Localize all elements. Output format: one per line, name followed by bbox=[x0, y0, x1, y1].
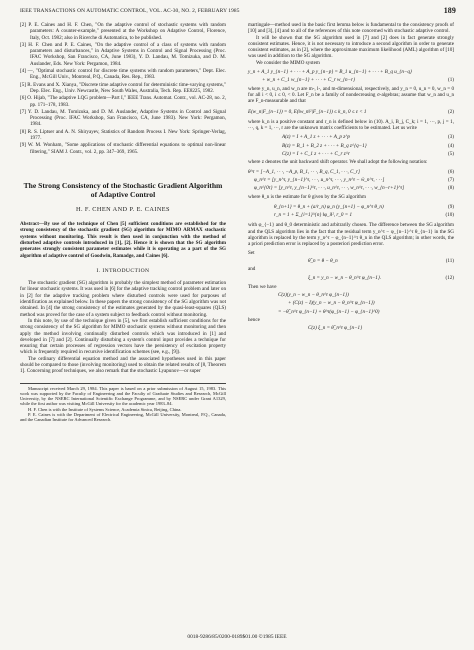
equation-11 bbox=[248, 258, 454, 264]
then-label: Then we have bbox=[248, 283, 277, 290]
equation-text: θ_{n+1} = θ_n + (a/r_n) φ_n (y_{n+1} − φ_n^τ θ_n) bbox=[274, 203, 384, 210]
body-paragraph: where z denotes the unit backward shift operator. We shall adopt the following notation: bbox=[248, 159, 428, 166]
body-paragraph: where y_n, u_n, and w_n are m-, l-, and m-dimensional, respectively, and y_n = 0, u_n = 0, w_n = 0 for all i < 0, i ≤ 0, < 0. Let F_n be a family of nondecreasing σ-algebras; assume that w_n and u_n are F_n-measurable and that bbox=[248, 85, 454, 105]
equation-6 bbox=[248, 169, 454, 175]
equation-number: (3) bbox=[448, 134, 454, 141]
equation-3 bbox=[248, 134, 454, 140]
body-paragraph: It will be shown that the SG algorithm used in [7] and [2] does in fact generate strongly consistent estimates. Hence, it is not necessary to introduce a second algorithm in order to generate consistent estimates, as in [2], where the approximate maximum likelihood (AML) algorithm of [10] was used in addition to the SG algorithm. bbox=[248, 34, 454, 60]
equation-number: (8) bbox=[448, 185, 454, 192]
equation-1 bbox=[248, 69, 454, 75]
equation-13-cont bbox=[248, 300, 454, 306]
equation-4 bbox=[248, 143, 454, 149]
equation-text: φ_n^τ = [y_n^τ, y_{n−1}^τ, · · ·, u_n^τ, · · ·, y_n^τ − ŵ_n^τ, · · ·] bbox=[254, 176, 385, 183]
equation-2 bbox=[248, 109, 454, 115]
equation-number: (4) bbox=[448, 142, 454, 149]
equation-text: A(z) = I + A_1 z + · · · + A_p z^p bbox=[282, 134, 350, 141]
body-paragraph: where k_n is a positive constant and r_n is defined below in (10). A_i, B_j, C_k; i = 1, ···, p, j = 1, ···, q, k = 1, ···, r are the unknown matrix coefficients to be estimated. Let us write bbox=[248, 118, 454, 132]
footnote-paragraph: Manuscript received March 29, 1984. This paper is based on a prior submission of August 15, 1983. This work was supported by the Faculty of Engineering and the Faculty of Graduate Studies and Research, McGill University, by the NSERC International Scientific Exchange Programme, and by NSERC under Grant A1329, while the first author was visiting McGill University for the academic year 1983–84. bbox=[20, 385, 226, 407]
equation-number: (12) bbox=[445, 274, 454, 281]
equation-text: ξ_n = y_n − w_n − θ_n^τ φ_{n−1}. bbox=[308, 274, 382, 281]
equation-10 bbox=[248, 212, 454, 218]
equation-number: (1) bbox=[448, 77, 454, 84]
reference-item: [2] P. E. Caines and H. F. Chen, "On the adaptive control of stochastic systems with random parameters: A counter-example," presented at the Workshop on Adaptive Control, Florence, Italy, Oct. 1982; also in Ricerche di Automatica, to be published. bbox=[20, 22, 226, 41]
equation-text: + w_n + C_1 w_{n−1} + · · · + C_r w_{n−r} bbox=[262, 77, 356, 84]
equation-text: E(w_n|F_{n−1}) = 0, E(‖w_n‖²|F_{n−1}) ≤ k_n, 0 ≤ ε < 1 bbox=[248, 108, 367, 115]
equation-text: = −θ̃_n^τ φ_{n−1} + θ^τ(φ_{n−1} − φ_{n−1}^0) bbox=[278, 308, 380, 315]
intro-paragraph: The stochastic gradient (SG) algorithm is probably the simplest method of parameter estimation for linear stochastic systems. It was used in [6] for the adaptive tracking control problem and later on in [2] for the adaptive tracking problem where disturbed controls were used for purposes of identification as explained below. In these papers the strong consistency of the SG algorithm was not obtained. In [4] the strong consistency of the estimates generated by the quasi-least-squares (QLS) method was proved for the case of a system subject to feedback control without monitoring. bbox=[20, 280, 226, 318]
reference-item: [8] R. S. Liptser and A. N. Shiryayev, Statistics of Random Process I. New York: Springer-Verlag, 1977. bbox=[20, 128, 226, 142]
paper-authors: H. F. CHEN AND P. E. CAINES bbox=[76, 205, 170, 213]
equation-9 bbox=[248, 204, 454, 210]
equation-text: θ^τ = [−A_1, · · ·, −A_p, B_1, · · ·, B_q, C_1, · · ·, C_r] bbox=[248, 168, 361, 175]
equation-13-cont2 bbox=[248, 309, 454, 315]
equation-text: y_n + A_1 y_{n−1} + · · · + A_p y_{n−p} = B_1 u_{n−1} + · · · + B_q u_{n−q} bbox=[248, 69, 412, 76]
equation-number: (6) bbox=[448, 168, 454, 175]
footnote bbox=[20, 383, 226, 423]
reference-item: [5] R. Evans and X. Xianya, "Discrete time adaptive control for deterministic time-varying systems," Dep. Elec. Eng., Univ. Newcastle, New South Wales, Australia, Tech. Rep. EE8225, 1982. bbox=[20, 81, 227, 94]
equation-text: + (C(z) − I)(y_n − w_n − θ_n^τ φ_{n−1}) bbox=[288, 300, 375, 307]
right-column bbox=[248, 22, 454, 334]
equation-12 bbox=[248, 275, 454, 281]
footer-code: 0018-9286/85/0200-0189$01.00 ©1985 IEEE bbox=[187, 634, 287, 640]
intro-paragraph: In this note, by use of the technique given in [5], we first establish sufficient conditions for the strong consistency of the SG algorithm for MIMO stochastic systems without monitoring and then apply the method involving continually disturbed controls which was introduced in [1] and developed in [7] and [2]. Continually disturbing a system's control input provides a technique for ensuring that certain processes of regression vectors have the persistency of excitation property which is frequently required in recursive identification schemes (see, e.g., [9]). bbox=[20, 317, 226, 356]
equation-text: C(z) = I + C_1 z + · · · + C_r z^r bbox=[282, 151, 350, 158]
equation-number: (5) bbox=[448, 151, 454, 158]
equation-number: (10) bbox=[445, 212, 454, 219]
reference-item: [7] Y. D. Landau, M. Tomizuka, and D. M. Auslander, Adaptive Systems in Control and Signal Processing (Proc. IFAC Workshop, San Francisco, CA, June 1983). New York: Pergamon, 1984. bbox=[20, 108, 226, 128]
equation-number: (11) bbox=[445, 257, 454, 264]
equation-number: (9) bbox=[448, 203, 454, 210]
reference-list bbox=[20, 22, 226, 155]
reference-item: [3] H. F. Chen and P. E. Caines, "On the adaptive control of a class of systems with random parameters and disturbances," in Adaptive Systems in Control and Signal Processing (Proc. IFAC Workshop, San Francisco, CA, June 1983), Y. D. Landau, M. Tomizuka, and D. M. Auslander, Eds. New York: Pergamon, 1984. bbox=[20, 41, 226, 67]
equation-text: C(z)(y_n − w_n − θ_n^τ φ_{n−1}) bbox=[278, 292, 349, 299]
paper-title: The Strong Consistency of the Stochastic Gradient Algorithm of Adaptive Control bbox=[23, 180, 223, 200]
and-label: and bbox=[248, 266, 256, 273]
reference-item: [6] O. Hijab, "The adaptive LQG problem—Part I," IEEE Trans. Automat. Contr., vol. AC-28, no. 2, pp. 171–178, 1983. bbox=[20, 95, 226, 108]
page-number: 189 bbox=[443, 6, 456, 15]
equation-5 bbox=[248, 151, 454, 157]
equation-1-cont bbox=[248, 77, 454, 83]
body-paragraph: martingale—method used in the basic first lemma below is fundamental to the consistency proofs of [10] and [3], [4] and to all of the references of this note concerned with stochastic adaptive control. bbox=[248, 22, 454, 35]
running-header bbox=[20, 6, 456, 18]
left-column bbox=[20, 22, 226, 423]
equation-13 bbox=[248, 292, 454, 298]
footnote-paragraph: H. F. Chen is with the Institute of Systems Science, Academia Sinica, Beijing, China. bbox=[28, 406, 182, 412]
equation-7 bbox=[248, 177, 454, 183]
reference-item: [4] —, "Optimal stochastic control for discrete time systems with random parameters," Dept. Elec. Eng., McGill Univ., Montreal, P.Q., Canada, Res. Rep., 1983. bbox=[20, 68, 226, 81]
equation-text: r_n = 1 + Σ_{i=1}^{n} ‖φ_i‖², r_0 = 1 bbox=[274, 212, 353, 219]
equation-text: θ̃_n = θ − θ_n bbox=[308, 257, 338, 264]
body-paragraph: where θ_n is the estimate for θ given by the SG algorithm bbox=[248, 193, 366, 200]
equation-number: (2) bbox=[448, 108, 454, 115]
abstract: Abstract—By use of the technique of Chen [5] sufficient conditions are established for the strong consistency of the stochastic gradient (SG) algorithm for MIMO ARMAX stochastic systems without monitoring. This result is then used in conjunction with the method of disturbed adaptive controls introduced in [1], [2]. Hence it is shown that the SG algorithm generates strongly consistent parameter estimates while it is operating as a part of the SG algorithm of adaptive control of Goodwin, Ramadge, and Caines [6]. bbox=[20, 221, 226, 259]
journal-header: IEEE TRANSACTIONS ON AUTOMATIC CONTROL, VOL. AC-30, NO. 2, FEBRUARY 1985 bbox=[20, 8, 240, 14]
intro-paragraph: The ordinary differential equation method and the associated hypotheses used in this paper should be compared to those (involving monitoring) used to obtain the related results of [8, Theorem 1]. Concerning proof techniques, we also remark that the stochastic Lyapunov—or super bbox=[20, 355, 226, 375]
equation-8 bbox=[248, 185, 454, 191]
reference-item: [9] W. M. Wonham, "Some applications of stochastic differential equations to optimal non-linear filtering," SIAM J. Contr., vol. 2, pp. 347–369, 1965. bbox=[20, 142, 226, 155]
equation-text: φ_n^{0τ} = [y_n^τ, y_{n−1}^τ, · · ·, u_n^τ, · · ·, w_n^τ, · · ·, w_{n−r+1}^τ] bbox=[254, 185, 405, 192]
body-paragraph: with φ_{−1} and θ_0 deterministic and arbitrarily chosen. The difference between the SG algorithm and the QLS algorithm lies in the fact that the residual term y_n^τ − φ_{n−1}^τ θ_{n−1} in the SG algorithm is replaced by the term y_n^τ − φ_{n−1}^τ θ_n in the QLS algorithm; in other words, the a priori prediction error is replaced by a posteriori prediction error. bbox=[248, 222, 454, 248]
set-label: Set bbox=[248, 249, 255, 256]
equation-text: B(z) = B_1 + B_2 z + · · · + B_q z^{q−1} bbox=[282, 142, 367, 149]
hence-label: hence bbox=[248, 316, 260, 323]
equation-number: (7) bbox=[448, 176, 454, 183]
body-paragraph: We consider the MIMO system bbox=[256, 59, 320, 66]
equation-14 bbox=[248, 325, 454, 331]
equation-text: C(z) ξ_n = θ̃_n^τ φ_{n−1} bbox=[308, 325, 363, 332]
footnote-paragraph: P. E. Caines is with the Department of Electrical Engineering, McGill University, Montreal, P.Q., Canada, and the Canadian Institute for Advanced Research. bbox=[20, 412, 226, 423]
section-heading: I. INTRODUCTION bbox=[96, 267, 150, 274]
